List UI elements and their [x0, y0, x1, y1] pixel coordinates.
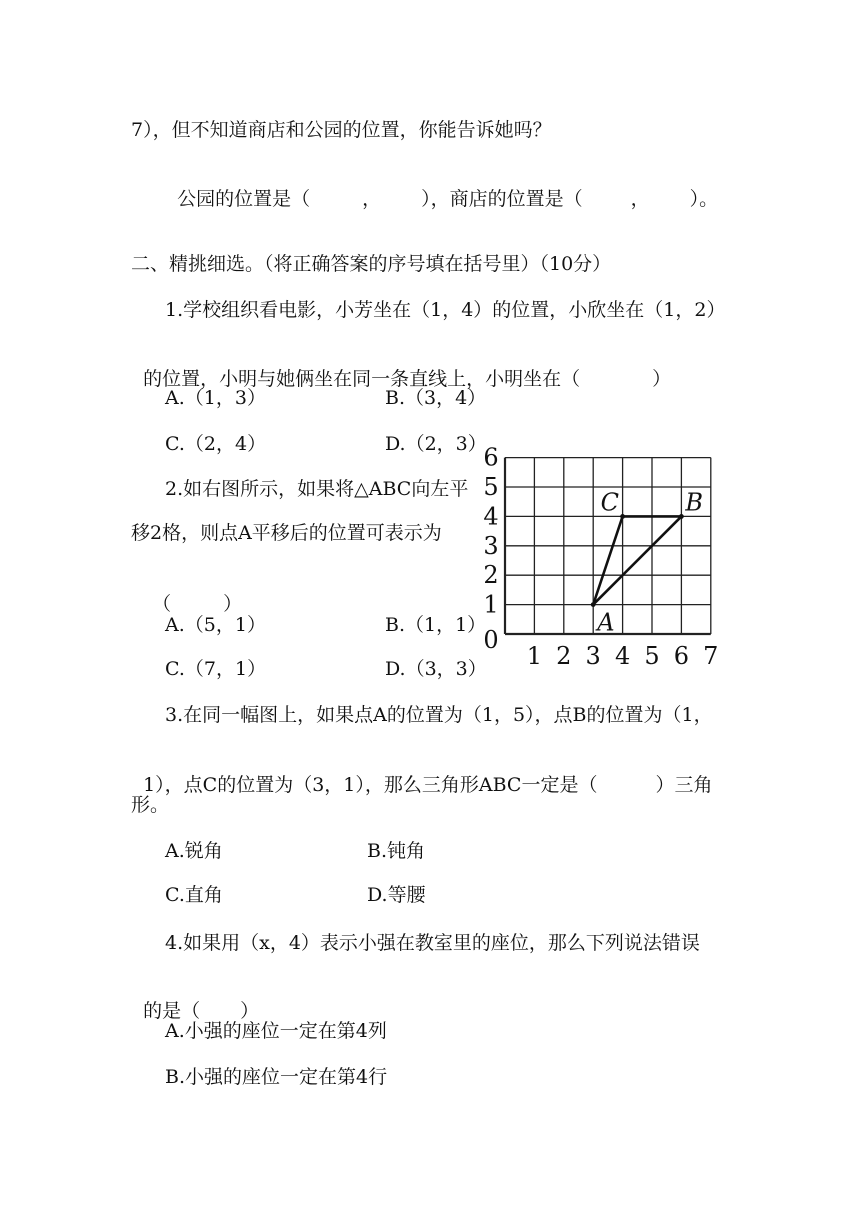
q3-option-b: B.钝角 — [367, 840, 426, 862]
q4-option-b: B.小强的座位一定在第4行 — [165, 1066, 388, 1088]
q1-blank-close: ） — [652, 368, 672, 390]
y-tick-label: 1 — [483, 590, 499, 619]
q2-blank-close: ） — [223, 593, 243, 615]
y-tick-label: 5 — [483, 473, 499, 501]
q2-option-a: A.（5，1） — [165, 614, 266, 636]
q3-line-1: 3.在同一幅图上，如果点A的位置为（1，5），点B的位置为（1， — [165, 704, 713, 726]
shop-label: ），商店的位置是（ — [421, 188, 583, 210]
section-title: 二、精挑细选。（将正确答案的序号填在括号里）（10分） — [131, 253, 612, 275]
q3-text-end: ）三角 — [655, 774, 713, 796]
x-tick-label: 5 — [644, 642, 660, 670]
q3-line-3: 形。 — [131, 794, 170, 816]
y-tick-label: 6 — [483, 443, 499, 472]
q2-line-3 — [140, 565, 242, 617]
x-tick-label: 4 — [614, 642, 631, 670]
park-label: 公园的位置是（ — [177, 188, 311, 210]
q2-option-b: B.（1，1） — [385, 614, 487, 636]
q1-text: 的位置，小明与她俩坐在同一条直线上，小明坐在（ — [143, 368, 581, 390]
q4-blank-close: ） — [240, 1000, 260, 1022]
x-tick-label: 3 — [585, 642, 601, 670]
q2-blank-open: （ — [152, 593, 172, 615]
x-tick-label: 2 — [556, 642, 572, 670]
park-separator: ， — [362, 188, 382, 210]
shop-separator: ， — [630, 188, 650, 210]
y-tick-label: 2 — [483, 561, 499, 590]
q1-option-c: C.（2，4） — [165, 433, 267, 455]
q2-line-1: 2.如右图所示，如果将△ABC向左平 — [165, 478, 469, 500]
q3-text: 1），点C的位置为（3，1），那么三角形ABC一定是（ — [143, 774, 598, 796]
y-tick-label: 3 — [483, 531, 499, 560]
q4-option-a: A.小强的座位一定在第4列 — [165, 1020, 387, 1042]
q2-option-d: D.（3，3） — [385, 658, 487, 680]
x-tick-label: 6 — [673, 642, 690, 670]
vertex-point-b — [679, 514, 684, 519]
q1-option-d: D.（2，3） — [385, 433, 487, 455]
intro-line-2 — [165, 160, 718, 212]
q1-line-1: 1.学校组织看电影，小芳坐在（1，4）的位置，小欣坐在（1，2） — [165, 299, 726, 321]
q2-line-2: 移2格，则点A平移后的位置可表示为 — [131, 522, 442, 544]
vertex-label-b: B — [685, 488, 704, 517]
q3-option-c: C.直角 — [165, 884, 223, 906]
triangle-abc — [593, 516, 681, 604]
vertex-label-c: C — [600, 488, 619, 517]
q4-line-1: 4.如果用（x，4）表示小强在教室里的座位，那么下列说法错误 — [165, 932, 700, 954]
vertex-point-a — [591, 602, 596, 607]
x-tick-label: 7 — [703, 642, 719, 670]
q1-option-b: B.（3，4） — [385, 387, 487, 409]
q1-option-a: A.（1，3） — [165, 387, 266, 409]
q4-line-2 — [131, 972, 259, 1024]
q4-text: 的是（ — [143, 1000, 201, 1022]
q3-option-a: A.锐角 — [165, 840, 223, 862]
q3-option-d: D.等腰 — [367, 884, 426, 906]
vertex-point-c — [620, 514, 625, 519]
origin-label: 0 — [483, 626, 499, 654]
vertex-label-a: A — [597, 608, 615, 637]
q2-option-c: C.（7，1） — [165, 658, 267, 680]
q3-line-2 — [131, 746, 713, 798]
intro-line-1: 7），但不知道商店和公园的位置，你能告诉她吗？ — [131, 119, 552, 141]
x-tick-label: 1 — [526, 642, 543, 670]
y-tick-label: 4 — [483, 502, 499, 531]
shop-close: ）。 — [689, 188, 719, 210]
coordinate-grid-figure — [470, 430, 730, 670]
